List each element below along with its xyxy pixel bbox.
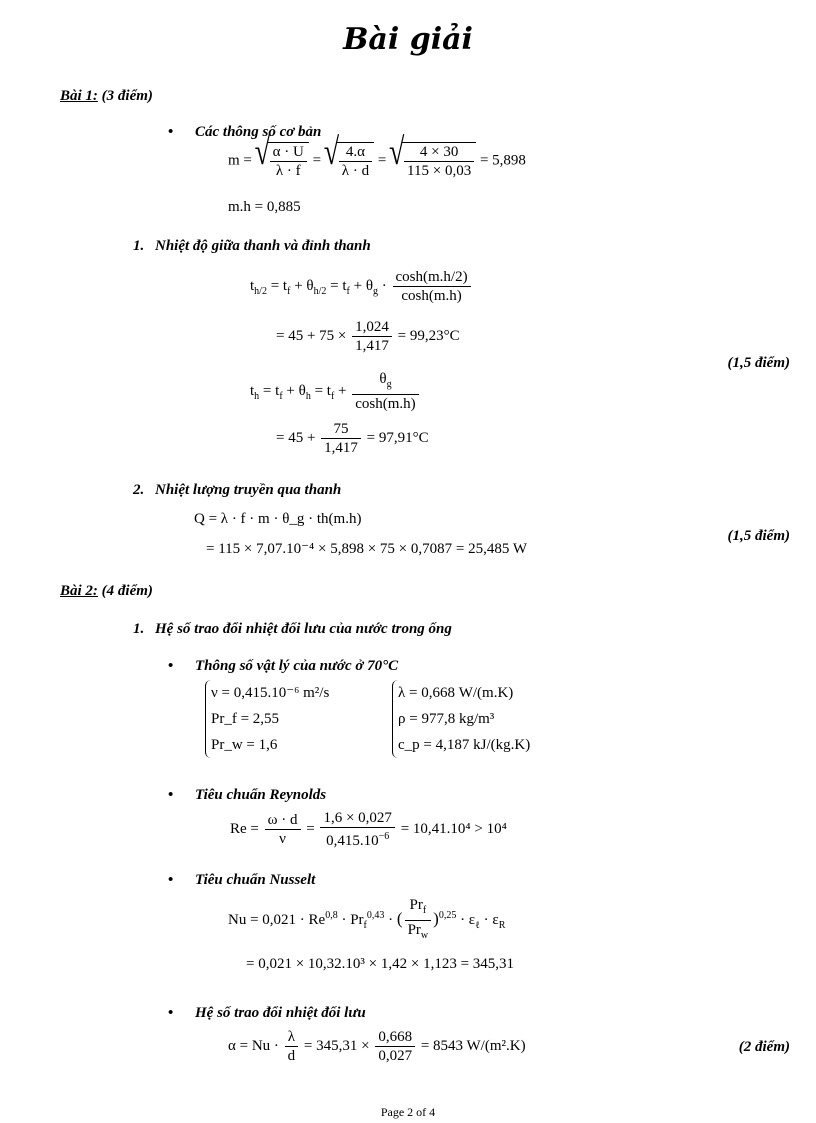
bullet-reynolds: • Tiêu chuẩn Reynolds: [195, 787, 326, 804]
section-label: Bài 1:: [60, 88, 98, 104]
bullet-params: • Các thông số cơ bản: [195, 124, 321, 141]
equation-th: $t_h = t_f + \theta_h = t_f$ + $\frac{\theta_g}{\cosh(m.h)}$: [250, 370, 421, 413]
points-2: (1,5 điểm): [727, 528, 790, 544]
section-label: Bài 2:: [60, 583, 98, 599]
item-label: Nhiệt lượng truyền qua thanh: [155, 482, 342, 498]
equation-nu: $Nu = 0,021 \cdot Re^{0,8} \cdot Pr_f^{0,43}$ · ( $\frac{Pr_f}{Pr_w}$ )$^{0,25} \cdot \varepsilon_\ell \cdot \varepsilon_R$: [228, 897, 506, 941]
section-heading-bai2: [60, 583, 153, 600]
page-footer: Page 2 of 4: [380, 1105, 436, 1119]
equation-m: m = √ $\frac{\alpha \cdot U}{\lambda \cdot f}$ = √ $\frac{4.\alpha}{\lambda \cdot d}$ = √ $\frac{4 \times 30}{115 \times 0,03}$ = 5,898: [228, 142, 526, 180]
bullet-nusselt: • Tiêu chuẩn Nusselt: [195, 872, 315, 889]
equation-re: Re = $\frac{\omega \cdot d}{\nu}$ = $\frac{1,6 \times 0,027}{0,415.10^{-6}}$ = 10,41.10⁴ > 10⁴: [230, 810, 507, 849]
item-label: Nhiệt độ giữa thanh và đỉnh thanh: [155, 238, 371, 254]
item-label: Hệ số trao đổi nhiệt đối lưu của nước trong ống: [155, 621, 452, 637]
points-1: (1,5 điểm): [727, 355, 790, 371]
equation-q-value: = 115 × 7,07.10⁻⁴ × 5,898 × 75 × 0,7087 = 25,485 W: [206, 541, 527, 557]
m-result: 5,898: [492, 152, 526, 169]
points-3: (2 điểm): [738, 1039, 790, 1055]
props-left: ν = 0,415.10⁻⁶ m²/s Pr_f = 2,55 Pr_w = 1,6: [205, 680, 329, 758]
item-bai2-1: 1. Hệ số trao đổi nhiệt đối lưu của nước trong ống: [133, 621, 452, 637]
bullet-alpha: • Hệ số trao đổi nhiệt đối lưu: [195, 1005, 366, 1022]
section-heading-bai1: [60, 88, 153, 105]
equation-mh: m.h = 0,885: [228, 199, 301, 215]
section-points: (3 điểm): [101, 88, 153, 104]
equation-nu-value: = 0,021 × 10,32.10³ × 1,42 × 1,123 = 345,31: [246, 956, 515, 972]
equation-th-value: = 45 + $\frac{75}{1,417}$ = 97,91°C: [276, 421, 429, 456]
props-right: λ = 0,668 W/(m.K) ρ = 977,8 kg/m³ c_p = 4,187 kJ/(kg.K): [392, 680, 530, 758]
equation-th2: $t_{h/2} = t_f + \theta_{h/2} = t_f + \theta_g$ · $\frac{\cosh(m.h/2)}{\cosh(m.h)}$: [250, 268, 473, 305]
equation-alpha: α = Nu · $\frac{\lambda}{d}$ = 345,31 × $\frac{0,668}{0,027}$ = 8543 W/(m².K): [228, 1029, 526, 1064]
section-points: (4 điểm): [101, 583, 153, 599]
item-bai1-1: 1. Nhiệt độ giữa thanh và đỉnh thanh: [133, 238, 371, 254]
bullet-props: • Thông số vật lý của nước ở 70°C: [195, 658, 398, 675]
page-title: Bài giải: [343, 22, 473, 57]
equation-th2-value: = 45 + 75 × $\frac{1,024}{1,417}$ = 99,23°C: [276, 319, 460, 354]
item-bai1-2: 2. Nhiệt lượng truyền qua thanh: [133, 482, 342, 498]
equation-q: Q = λ · f · m · θ_g · th(m.h): [194, 511, 362, 527]
